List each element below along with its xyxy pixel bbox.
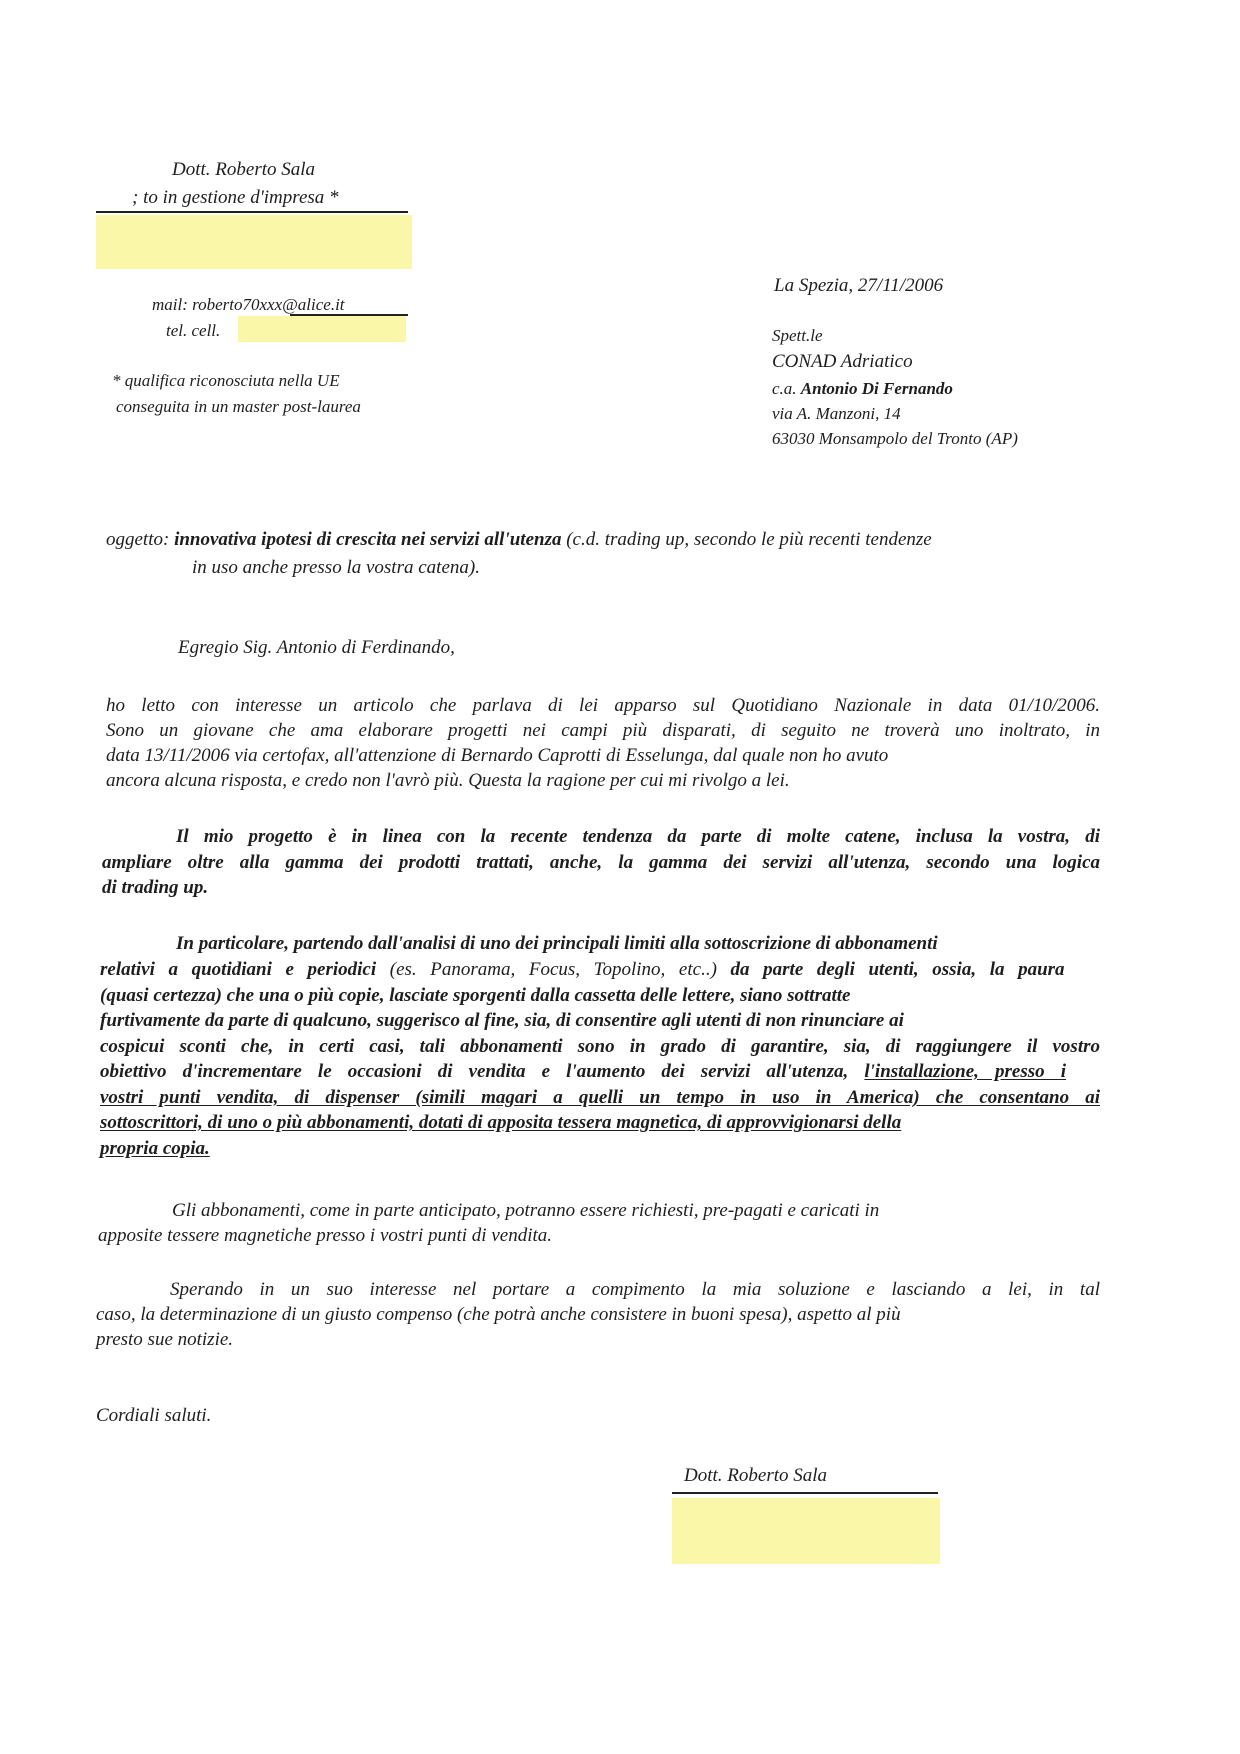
sender-name: Dott. Roberto Sala [172,159,316,180]
recipient-attention-prefix: c.a. [772,379,797,398]
paragraph5-line: Sperando in un suo interesse nel portare a compimento la mia soluzione e lasciando a lei, in tal [170,1279,1100,1300]
recipient-company: CONAD Adriatico [772,351,913,372]
closing: Cordiali saluti. [96,1405,212,1426]
subject-line1 [106,528,932,552]
salutation: Egregio Sig. Antonio di Ferdinando, [178,637,455,658]
paragraph1-line: data 13/11/2006 via certofax, all'attenzione di Bernardo Caprotti di Esselunga, dal quale non ho avuto [106,745,889,766]
paragraph2-line: ampliare oltre alla gamma dei prodotti trattati, anche, la gamma dei servizi all'utenza, secondo una logica [102,852,1100,873]
paragraph3-underlined-line: propria copia. [100,1138,210,1159]
paragraph3-bold-fragment: obiettivo d'incrementare le occasioni di vendita e l'aumento dei servizi all'utenza, [100,1061,849,1082]
recipient-city: 63030 Monsampolo del Tronto (AP) [772,429,1018,448]
paragraph3-line: In particolare, partendo dall'analisi di uno dei principali limiti alla sottoscrizione di abbonamenti [176,933,938,954]
subject-bold: innovativa ipotesi di crescita nei servizi all'utenza [174,529,562,550]
paragraph2-line: di trading up. [102,877,209,898]
paragraph3-line: furtivamente da parte di qualcuno, suggerisco al fine, sia, di consentire agli utenti di non rinunciare ai [100,1010,904,1031]
paragraph4-line: apposite tessere magnetiche presso i vostri punti di vendita. [98,1225,552,1246]
qualification-note-line1: * qualifica riconosciuta nella UE [112,371,340,390]
paragraph3-underlined-line: sottoscrittori, di uno o più abbonamenti, dotati di apposita tessera magnetica, di approvvigionarsi della [100,1112,902,1133]
redacted-signature-highlight [672,1498,940,1564]
qualification-note-line2: conseguita in un master post-laurea [116,397,361,416]
recipient-street: via A. Manzoni, 14 [772,404,901,423]
paragraph5-line: caso, la determinazione di un giusto compenso (che potrà anche consistere in buoni spesa), aspetto al più [96,1304,901,1325]
paragraph1-line: ancora alcuna risposta, e credo non l'avrò più. Questa la ragione per cui mi rivolgo a lei. [106,770,790,791]
paragraph3-underlined-line: vostri punti vendita, di dispenser (simili magari a quelli un tempo in uso in America) che consentano ai [100,1087,1100,1108]
paragraph3-bold-fragment: da parte degli utenti, ossia, la paura [730,959,1065,980]
sender-mail: mail: roberto70xxx@alice.it [152,295,345,314]
subject-rest: (c.d. trading up, secondo le più recenti tendenze [566,529,932,550]
recipient-attention [772,377,953,401]
signature-name: Dott. Roberto Sala [684,1465,828,1486]
paragraph1-line: ho letto con interesse un articolo che parlava di lei apparso sul Quotidiano Nazionale in data 01/10/2006. [106,695,1100,716]
redacted-address-highlight [96,215,412,269]
subject-line2: in uso anche presso la vostra catena). [192,557,480,578]
paragraph1-line: Sono un giovane che ama elaborare progetti nei campi più disparati, di seguito ne troverà uno inoltrato, in [106,720,1100,741]
sender-title: ; to in gestione d'impresa * [132,187,339,208]
paragraph3-underlined-fragment: l'installazione, presso i [864,1061,1066,1082]
recipient-attention-name: Antonio Di Fernando [800,379,953,398]
paragraph5-line: presto sue notizie. [96,1329,234,1350]
paragraph2-line: Il mio progetto è in linea con la recente tendenza da parte di molte catene, inclusa la vostra, di [176,826,1100,847]
redacted-phone-highlight [238,316,406,342]
paragraph3-line [100,958,1065,982]
recipient-line1: Spett.le [772,326,823,345]
sender-tel-label: tel. cell. [166,321,221,340]
paragraph3-line: cospicui sconti che, in certi casi, tali abbonamenti sono in grado di garantire, sia, di raggiungere il vostro [100,1036,1100,1057]
paragraph3-bold-fragment: relativi a quotidiani e periodici [100,959,377,980]
sender-title-rule [96,211,408,213]
paragraph4-line: Gli abbonamenti, come in parte anticipato, potranno essere richiesti, pre-pagati e caricati in [172,1200,880,1221]
letter-date: La Spezia, 27/11/2006 [774,275,944,296]
paragraph3-line [100,1060,1066,1084]
paragraph3-line: (quasi certezza) che una o più copie, lasciate sporgenti dalla cassetta delle lettere, siano sottratte [100,985,851,1006]
paragraph3-plain-fragment: (es. Panorama, Focus, Topolino, etc..) [389,959,717,980]
subject-label: oggetto: [106,529,170,550]
signature-rule [672,1492,938,1494]
